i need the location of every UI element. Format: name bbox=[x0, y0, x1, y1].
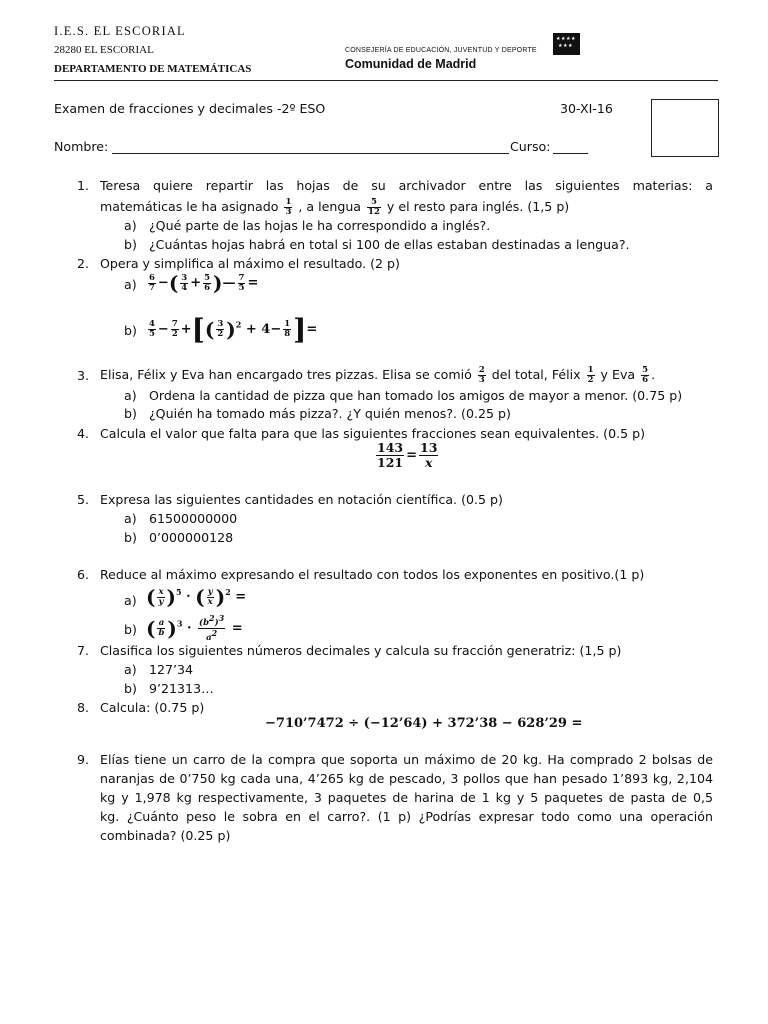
q1-b: ¿Cuántas hojas habrá en total si 100 de ellas estaban destinadas a lengua?. bbox=[149, 237, 630, 252]
q6-a-mark: a) bbox=[124, 593, 137, 608]
fraction: $\frac{7}{5}$ bbox=[238, 272, 245, 293]
q4-text: Calcula el valor que falta para que las siguientes fracciones sean equivalentes. (0.5 p) bbox=[100, 426, 646, 441]
q2-text: Opera y simplifica al máximo el resultado. (2 p) bbox=[100, 256, 400, 271]
department-name: DEPARTAMENTO DE MATEMÁTICAS bbox=[54, 63, 252, 75]
q6-b-expression: ( $\frac{a}{b}$ )$^3$ · $\frac{(b^2)^3}{a^2}$ = bbox=[146, 613, 243, 643]
header-rule bbox=[54, 80, 718, 81]
fraction: $\frac{5}{12}$ bbox=[368, 197, 380, 217]
q6-text: Reduce al máximo expresando el resultado con todos los exponentes en positivo.(1 p) bbox=[100, 567, 645, 582]
question-number: 8. bbox=[77, 700, 90, 715]
fraction: $\frac{1}{3}$ bbox=[285, 197, 292, 217]
fraction: $\frac{5}{6}$ bbox=[642, 365, 649, 385]
q1-line1: Teresa quiere repartir las hojas de su archivador entre las siguientes materias: a bbox=[100, 178, 713, 193]
question-number: 7. bbox=[77, 643, 90, 658]
q1-b-mark: b) bbox=[124, 237, 137, 252]
q2-a-expression: $\frac{6}{7}$ −( $\frac{3}{4}$ + $\frac{5}{6}$ )— $\frac{7}{5}$ = bbox=[149, 271, 259, 295]
q9-line2: naranjas de 0’750 kg cada una, 4’265 kg de pescado, 3 pollos que han pesado 1’893 kg, 2,104 bbox=[100, 771, 713, 786]
q5-a: 61500000000 bbox=[149, 511, 238, 526]
q1-line2 bbox=[100, 198, 569, 217]
q1-text-c: y el resto para inglés. (1,5 p) bbox=[386, 199, 570, 214]
q1-a: ¿Qué parte de las hojas le ha correspondido a inglés?. bbox=[149, 218, 491, 233]
q5-text: Expresa las siguientes cantidades en notación científica. (0.5 p) bbox=[100, 492, 503, 507]
fraction: $\frac{a}{b}$ bbox=[158, 617, 165, 638]
exam-date: 30-XI-16 bbox=[560, 101, 613, 116]
fraction: $\frac{2}{3}$ bbox=[478, 365, 485, 385]
fraction: $\frac{5}{6}$ bbox=[204, 272, 211, 293]
question-number: 9. bbox=[77, 752, 90, 767]
fraction: $\frac{3}{4}$ bbox=[181, 272, 188, 293]
fraction: $\frac{y}{x}$ bbox=[207, 586, 213, 607]
grade-box bbox=[651, 99, 719, 157]
question-number: 6. bbox=[77, 567, 90, 582]
q7-a-mark: a) bbox=[124, 662, 137, 677]
exam-title: Examen de fracciones y decimales -2º ESO bbox=[54, 101, 326, 116]
fraction: $\frac{143}{121}$ bbox=[377, 440, 404, 470]
q3-text-c: y Eva bbox=[600, 367, 636, 382]
q9-line4: kg. ¿Cuánto peso le sobra en el carro?. (1 p) ¿Podrías expresar todo como una operación bbox=[100, 809, 713, 824]
q7-b-mark: b) bbox=[124, 681, 137, 696]
q3-a-mark: a) bbox=[124, 388, 137, 403]
question-number: 4. bbox=[77, 426, 90, 441]
question-number: 2. bbox=[77, 256, 90, 271]
course-label: Curso: bbox=[510, 139, 551, 154]
q1-a-mark: a) bbox=[124, 218, 137, 233]
fraction: $\frac{(b^2)^3}{a^2}$ bbox=[199, 613, 225, 643]
q1-text-b: , a lengua bbox=[298, 199, 362, 214]
q8-text: Calcula: (0.75 p) bbox=[100, 700, 205, 715]
q7-b: 9’21313… bbox=[149, 681, 214, 696]
question-number: 5. bbox=[77, 492, 90, 507]
q3-a: Ordena la cantidad de pizza que han tomado los amigos de mayor a menor. (0.75 p) bbox=[149, 388, 683, 403]
q5-b: 0’000000128 bbox=[149, 530, 234, 545]
question-number: 1. bbox=[77, 178, 90, 193]
q9-line5: combinada? (0.25 p) bbox=[100, 828, 231, 843]
q9-line1: Elías tiene un carro de la compra que soporta un máximo de 20 kg. Ha comprado 2 bolsas de bbox=[100, 752, 713, 767]
consejeria-text: CONSEJERÍA DE EDUCACIÓN, JUVENTUD Y DEPORTE bbox=[345, 47, 537, 54]
q5-b-mark: b) bbox=[124, 530, 137, 545]
fraction: $\frac{x}{y}$ bbox=[158, 586, 164, 607]
school-address: 28280 EL ESCORIAL bbox=[54, 44, 154, 56]
q2-a-mark: a) bbox=[124, 277, 137, 292]
fraction: $\frac{1}{8}$ bbox=[284, 319, 291, 339]
q4-equation: $\frac{143}{121}$ = $\frac{13}{x}$ bbox=[377, 440, 438, 470]
q3-b: ¿Quién ha tomado más pizza?. ¿Y quién menos?. (0.25 p) bbox=[149, 406, 511, 421]
q7-text: Clasifica los siguientes números decimales y calcula su fracción generatriz: (1,5 p) bbox=[100, 643, 622, 658]
name-label: Nombre: bbox=[54, 139, 109, 154]
q3-b-mark: b) bbox=[124, 406, 137, 421]
fraction: $\frac{1}{2}$ bbox=[587, 365, 594, 385]
q3-text: Elisa, Félix y Eva han encargado tres pizzas. Elisa se comió $\frac{2}{3}$ del total, Félix $\frac{1}{2}$ y Eva $\frac{5}{6}$ . bbox=[100, 365, 656, 385]
fraction: $\frac{13}{x}$ bbox=[420, 440, 438, 470]
q9-line3: kg y 1,978 kg respectivamente, 3 paquetes de harina de 1 kg y 5 paquetes de pasta de 0,5 bbox=[100, 790, 713, 805]
fraction: $\frac{4}{5}$ bbox=[149, 319, 155, 339]
q1-text-a: matemáticas le ha asignado bbox=[100, 199, 279, 214]
q6-a-expression: ( $\frac{x}{y}$ )$^5$ · ( $\frac{y}{x}$ )$^2$ = bbox=[146, 585, 247, 609]
q8-expression: −710’7472 ÷ (−12’64) + 372’38 − 628’29 = bbox=[265, 716, 583, 731]
madrid-logo-icon: ★★★★ ★★★ bbox=[553, 33, 580, 55]
q2-b-mark: b) bbox=[124, 323, 137, 338]
q2-b-expression: $\frac{4}{5}$ − $\frac{7}{2}$ +[( $\frac{3}{2}$ )$^2$ + 4− $\frac{1}{8}$ ]= bbox=[149, 313, 318, 346]
fraction: $\frac{7}{2}$ bbox=[171, 319, 178, 339]
q7-a: 127’34 bbox=[149, 662, 194, 677]
fraction: $\frac{3}{2}$ bbox=[217, 319, 224, 339]
course-field[interactable] bbox=[553, 153, 588, 154]
fraction: $\frac{6}{7}$ bbox=[149, 272, 155, 293]
q6-b-mark: b) bbox=[124, 622, 137, 637]
q3-text-a: Elisa, Félix y Eva han encargado tres pizzas. Elisa se comió bbox=[100, 367, 472, 382]
q5-a-mark: a) bbox=[124, 511, 137, 526]
q3-text-b: del total, Félix bbox=[491, 367, 581, 382]
question-number: 3. bbox=[77, 368, 90, 383]
comunidad-text: Comunidad de Madrid bbox=[345, 57, 477, 71]
school-name: I.E.S. EL ESCORIAL bbox=[54, 24, 186, 38]
name-field[interactable] bbox=[112, 153, 509, 154]
